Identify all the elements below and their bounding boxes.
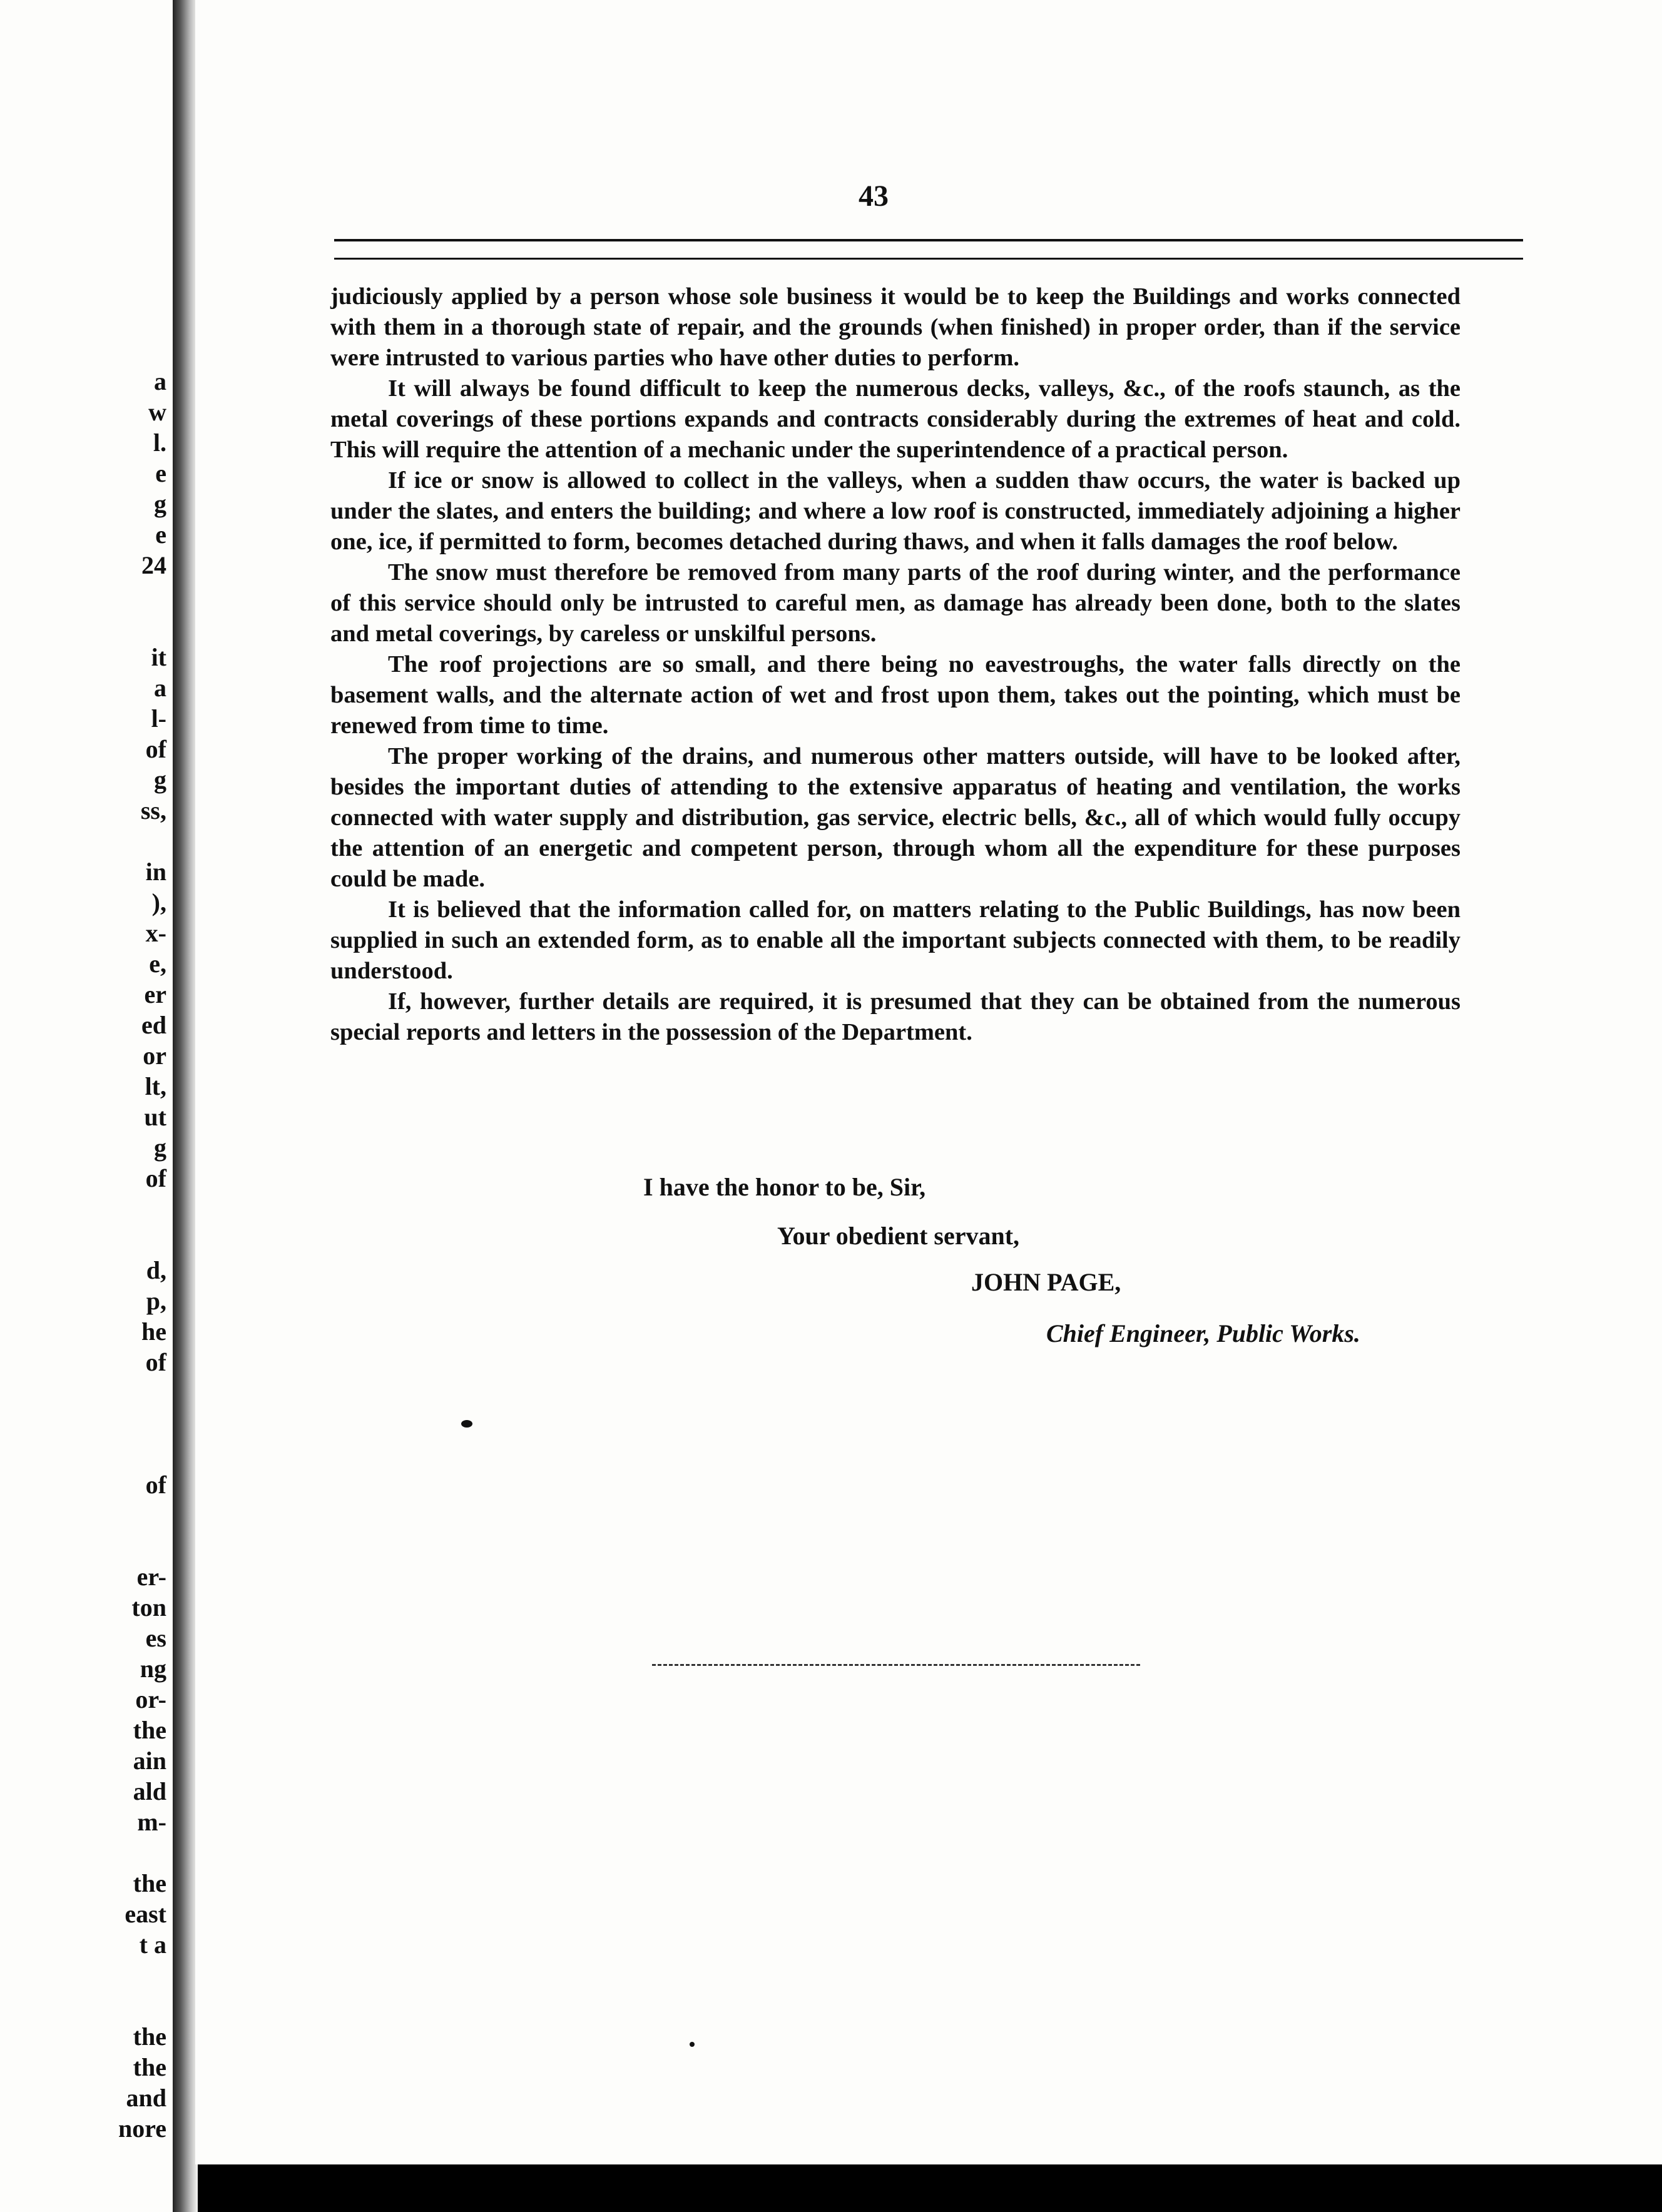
header-rule-top <box>334 239 1523 241</box>
left-page-text-fragment: es <box>145 1624 166 1652</box>
page-gutter <box>173 0 198 2212</box>
letter-body <box>330 282 1461 1048</box>
left-page-text-fragment: a <box>154 674 166 702</box>
left-page-text-fragment: the <box>133 1869 166 1897</box>
left-page-text-fragment: p, <box>146 1287 166 1315</box>
left-page-fragment <box>0 0 176 2212</box>
left-page-text-fragment: ald <box>133 1777 166 1805</box>
left-page-text-fragment: ut <box>144 1103 166 1131</box>
left-page-text-fragment: e <box>155 520 166 549</box>
left-page-text-fragment: of <box>145 1471 166 1499</box>
left-page-text-fragment: the <box>133 1716 166 1744</box>
ink-speck <box>690 2042 695 2047</box>
left-page-text-fragment: ton <box>131 1593 166 1621</box>
salutation: I have the honor to be, Sir, <box>643 1173 926 1201</box>
left-page-text-fragment: er <box>144 980 166 1008</box>
left-page-text-fragment: x- <box>145 919 166 947</box>
left-page-text-fragment: ng <box>140 1655 166 1683</box>
paragraph: It will always be found difficult to keep the numerous decks, valleys, &c., of the roofs staunch, as the metal coverings of these portions expands and contracts considerably during the extremes of heat and cold. This will require the attention of a mechanic under the superintendence of a practical person. <box>330 375 1461 463</box>
left-page-text-fragment: a <box>154 367 166 395</box>
left-page-text-fragment: east <box>125 1900 166 1928</box>
valediction: Your obedient servant, <box>777 1222 1020 1250</box>
left-page-text-fragment: of <box>145 1164 166 1192</box>
paragraph: The snow must therefore be removed from many parts of the roof during winter, and the performance of this service should only be intrusted to careful men, as damage has already been done, both to the slates and metal coverings, by careless or unskilful persons. <box>330 559 1461 647</box>
left-page-text-fragment: and <box>126 2084 166 2112</box>
paragraph: It is believed that the information called for, on matters relating to the Public Buildings, has now been supplied in such an extended form, as to enable all the important subjects connected with them, to be readily understood. <box>330 896 1461 984</box>
ink-speck <box>461 1420 472 1428</box>
paragraph: The proper working of the drains, and numerous other matters outside, will have to be looked after, besides the important duties of attending to the extensive apparatus of heating and ventilation, the works connected with water supply and distribution, gas service, electric bells, &c., all of which would fully occupy the attention of an energetic and competent person, through whom all the expenditure for these purposes could be made. <box>330 743 1461 892</box>
left-page-text-fragment: lt, <box>145 1072 166 1100</box>
end-rule <box>652 1664 1140 1666</box>
left-page-text-fragment: l. <box>153 429 166 457</box>
left-page-text-fragment: the <box>133 2053 166 2081</box>
paragraph: If ice or snow is allowed to collect in the valleys, when a sudden thaw occurs, the water is backed up under the slates, and enters the building; and where a low roof is constructed, immediately adjoining a higher one, ice, if permitted to form, becomes detached during thaws, and when it falls damages the roof below. <box>330 467 1461 555</box>
left-page-text-fragment: g <box>154 1134 166 1162</box>
left-page-text-fragment: e, <box>149 950 166 978</box>
left-page-text-fragment: ed <box>141 1011 166 1039</box>
left-page-text-fragment: ), <box>151 888 166 916</box>
paragraph: If, however, further details are required, it is presumed that they can be obtained from the numerous special reports and letters in the possession of the Department. <box>330 988 1461 1045</box>
paragraph: The roof projections are so small, and there being no eavestroughs, the water falls directly on the basement walls, and the alternate action of wet and frost upon them, takes out the pointing, which must be renewed from time to time. <box>330 651 1461 739</box>
left-page-text-fragment: 24 <box>141 551 166 579</box>
left-page-text-fragment: nore <box>118 2114 166 2143</box>
left-page-text-fragment: it <box>151 643 166 671</box>
signer-name: JOHN PAGE, <box>971 1268 1121 1296</box>
left-page-text-fragment: of <box>145 735 166 763</box>
left-page-text-fragment: er- <box>136 1563 166 1591</box>
header-rule-bottom <box>334 258 1523 260</box>
left-page-text-fragment: in <box>145 858 166 886</box>
left-page-text-fragment: m- <box>137 1808 166 1836</box>
left-page-text-fragment: g <box>154 766 166 794</box>
document-page <box>195 0 1662 2164</box>
left-page-text-fragment: of <box>145 1348 166 1376</box>
paragraph: judiciously applied by a person whose sole business it would be to keep the Buildings and works connected with them in a thorough state of repair, and the grounds (when finished) in proper order, than if the service were intrusted to various parties who have other duties to perform. <box>330 283 1461 371</box>
left-page-text-fragment: g <box>154 490 166 518</box>
page-number: 43 <box>859 180 889 213</box>
left-page-text-fragment: l- <box>151 704 166 733</box>
left-page-text-fragment: e <box>155 459 166 487</box>
left-page-text-fragment: he <box>141 1317 166 1346</box>
left-page-text-fragment: or <box>143 1042 166 1070</box>
left-page-text-fragment: w <box>148 398 166 426</box>
left-page-text-fragment: the <box>133 2022 166 2051</box>
left-page-text-fragment: ain <box>133 1747 166 1775</box>
left-page-text-fragment: d, <box>146 1256 166 1284</box>
left-page-text-fragment: ss, <box>140 796 166 824</box>
signer-title: Chief Engineer, Public Works. <box>1046 1319 1360 1347</box>
left-page-text-fragment: or- <box>135 1685 166 1713</box>
left-page-text-fragment: t a <box>139 1930 166 1959</box>
